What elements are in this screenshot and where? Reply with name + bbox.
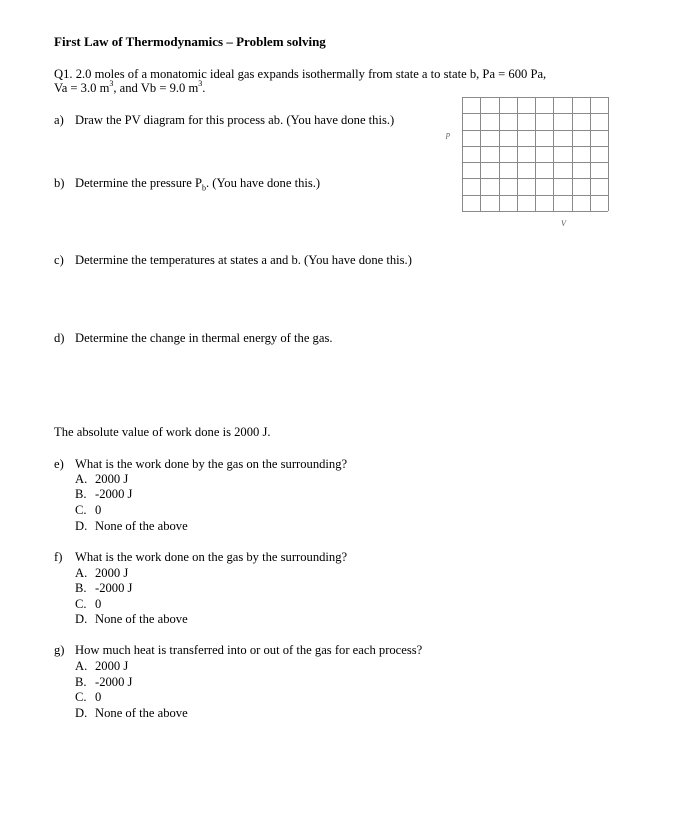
question-e-letter: e) xyxy=(54,457,64,471)
question-g-option-b[interactable] xyxy=(75,675,132,689)
part-a-text: Draw the PV diagram for this process ab. (You have done this.) xyxy=(75,113,395,127)
question-e-option-b[interactable] xyxy=(75,487,132,501)
option-text: 0 xyxy=(95,690,102,704)
pv-diagram-grid xyxy=(461,96,609,212)
question-f-text: What is the work done on the gas by the surrounding? xyxy=(75,550,348,564)
option-text: None of the above xyxy=(95,706,188,720)
part-b-suffix: . (You have done this.) xyxy=(205,176,321,190)
option-label: D. xyxy=(75,519,88,533)
option-text: 0 xyxy=(95,597,102,611)
part-a-letter: a) xyxy=(54,113,64,127)
option-text: -2000 J xyxy=(95,675,133,689)
option-label: C. xyxy=(75,503,87,517)
pv-x-axis-label: V xyxy=(561,219,566,228)
option-label: B. xyxy=(75,581,87,595)
q1-statement-line2 xyxy=(54,78,206,95)
part-b-text: Determine the pressure P xyxy=(75,176,202,190)
part-d-letter: d) xyxy=(54,331,65,345)
option-text: None of the above xyxy=(95,519,188,533)
question-f-option-a[interactable] xyxy=(75,566,128,580)
q1-line-end: . xyxy=(202,81,206,95)
question-f xyxy=(54,550,347,564)
option-label: C. xyxy=(75,690,87,704)
question-f-option-b[interactable] xyxy=(75,581,132,595)
part-c-letter: c) xyxy=(54,253,64,267)
option-label: C. xyxy=(75,597,87,611)
question-g-option-d[interactable] xyxy=(75,706,188,720)
option-label: D. xyxy=(75,612,88,626)
option-label: A. xyxy=(75,472,88,486)
page-title: First Law of Thermodynamics – Problem solving xyxy=(54,34,326,49)
question-e xyxy=(54,457,347,471)
part-b-subscript: b xyxy=(201,183,206,193)
question-g-text: How much heat is transferred into or out of the gas for each process? xyxy=(75,643,423,657)
option-label: B. xyxy=(75,675,87,689)
option-label: A. xyxy=(75,659,88,673)
part-b xyxy=(54,176,321,193)
part-d xyxy=(54,331,333,345)
question-e-option-d[interactable] xyxy=(75,519,188,533)
part-a xyxy=(54,113,394,127)
q1-statement-line1: Q1. 2.0 moles of a monatomic ideal gas expands isothermally from state a to state b, Pa = 600 Pa, xyxy=(54,67,547,81)
part-d-text: Determine the change in thermal energy of the gas. xyxy=(75,331,333,345)
option-text: None of the above xyxy=(95,612,188,626)
option-text: 0 xyxy=(95,503,102,517)
question-f-option-d[interactable] xyxy=(75,612,188,626)
option-label: B. xyxy=(75,487,87,501)
question-g xyxy=(54,643,422,657)
pv-y-axis-label: p xyxy=(446,130,450,139)
option-label: D. xyxy=(75,706,88,720)
question-g-letter: g) xyxy=(54,643,65,657)
question-f-option-c[interactable] xyxy=(75,597,101,611)
option-label: A. xyxy=(75,566,88,580)
q1-superscript-1: 3 xyxy=(109,78,114,88)
q1-va-text: Va = 3.0 m xyxy=(54,81,110,95)
option-text: 2000 J xyxy=(95,472,129,486)
question-e-text: What is the work done by the gas on the surrounding? xyxy=(75,457,348,471)
question-e-option-c[interactable] xyxy=(75,503,101,517)
option-text: 2000 J xyxy=(95,659,129,673)
part-c-text: Determine the temperatures at states a and b. (You have done this.) xyxy=(75,253,412,267)
part-c xyxy=(54,253,412,267)
option-text: -2000 J xyxy=(95,581,133,595)
question-g-option-a[interactable] xyxy=(75,659,128,673)
question-g-option-c[interactable] xyxy=(75,690,101,704)
question-e-option-a[interactable] xyxy=(75,472,128,486)
q1-superscript-2: 3 xyxy=(198,78,203,88)
option-text: 2000 J xyxy=(95,566,129,580)
question-f-letter: f) xyxy=(54,550,63,564)
q1-vb-text: , and Vb = 9.0 m xyxy=(113,81,199,95)
work-statement: The absolute value of work done is 2000 J. xyxy=(54,425,271,439)
option-text: -2000 J xyxy=(95,487,133,501)
part-b-letter: b) xyxy=(54,176,65,190)
